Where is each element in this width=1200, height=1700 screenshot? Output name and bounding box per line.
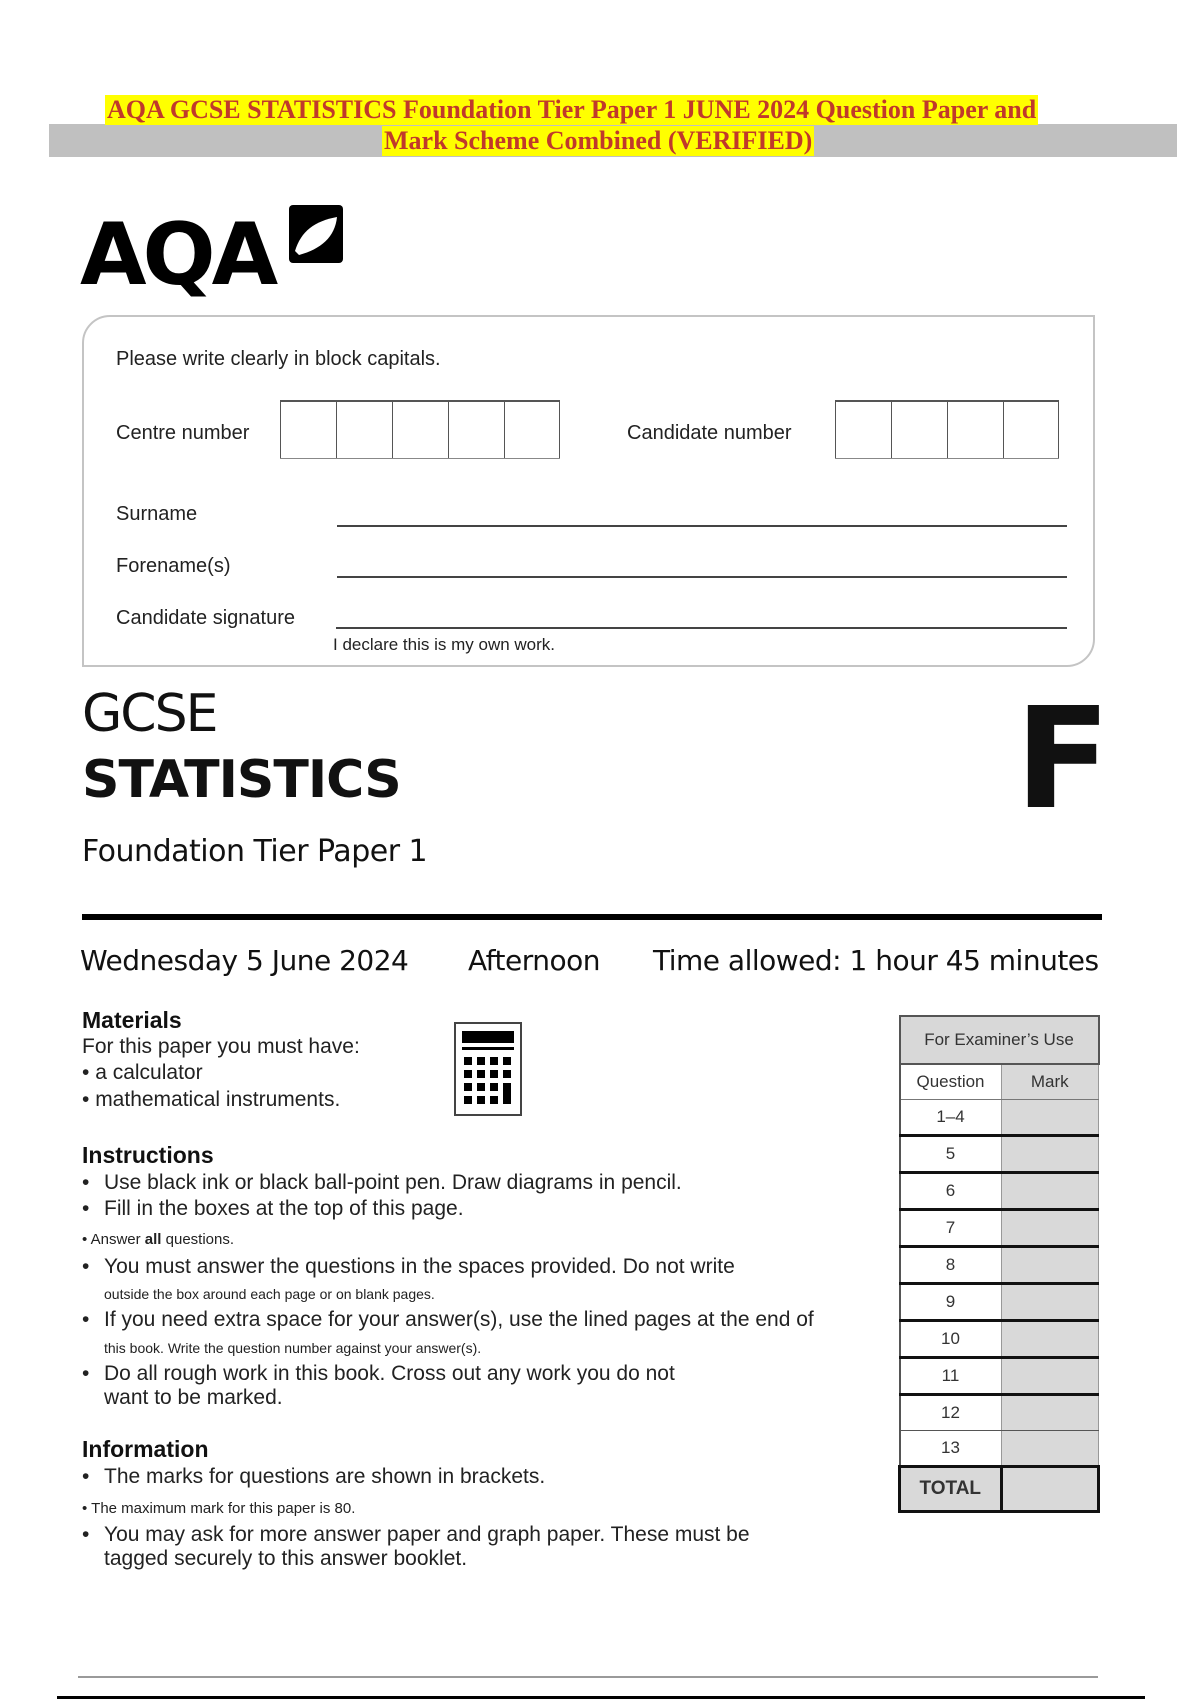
instruction-continuation: outside the box around each page or on blank pages.	[104, 1286, 435, 1302]
question-number: 11	[900, 1358, 1002, 1395]
declaration-text: I declare this is my own work.	[333, 635, 556, 654]
banner-title-line-1: AQA GCSE STATISTICS Foundation Tier Paper 1 JUNE 2024 Question Paper and	[107, 95, 1037, 124]
surname-label: Surname	[116, 503, 198, 525]
mark-column-header: Mark	[1001, 1064, 1099, 1100]
mark-cell[interactable]	[1001, 1321, 1099, 1358]
materials-intro: For this paper you must have:	[82, 1035, 360, 1058]
mark-cell[interactable]	[1001, 1284, 1099, 1321]
centre-number-digit-box[interactable]	[504, 402, 560, 458]
instruction-item: • Use black ink or black ball-point pen. Draw diagrams in pencil.	[82, 1171, 682, 1194]
signature-label: Candidate signature	[116, 607, 296, 629]
total-mark-cell[interactable]	[1001, 1467, 1099, 1512]
materials-item: • a calculator	[82, 1061, 203, 1084]
forenames-field[interactable]	[337, 576, 1067, 578]
mark-cell[interactable]	[1001, 1173, 1099, 1210]
mark-cell[interactable]	[1001, 1136, 1099, 1173]
mark-cell[interactable]	[1001, 1100, 1099, 1136]
paper-title: Foundation Tier Paper 1	[82, 834, 428, 869]
information-item: • The marks for questions are shown in brackets.	[82, 1465, 546, 1488]
aqa-leaf-icon	[289, 205, 343, 263]
tier-letter: F	[1015, 678, 1111, 841]
exam-date: Wednesday 5 June 2024	[80, 944, 409, 977]
question-number: 8	[900, 1247, 1002, 1284]
instructions-heading: Instructions	[82, 1142, 214, 1168]
examiners-use-table	[898, 1015, 1100, 1513]
examiners-use-title: For Examiner’s Use	[900, 1016, 1099, 1064]
question-number: 6	[900, 1173, 1002, 1210]
centre-number-digit-box[interactable]	[392, 402, 448, 458]
information-item: • The maximum mark for this paper is 80.	[82, 1500, 356, 1517]
instruction-item-continuation: want to be marked.	[104, 1386, 283, 1409]
time-allowed: Time allowed: 1 hour 45 minutes	[653, 944, 1099, 977]
question-column-header: Question	[900, 1064, 1002, 1100]
candidate-number-label: Candidate number	[627, 422, 792, 444]
instruction-item: • Answer all questions.	[82, 1231, 235, 1248]
title-divider	[82, 914, 1102, 920]
page-bottom-rule	[57, 1696, 1145, 1699]
materials-item: • mathematical instruments.	[82, 1088, 341, 1111]
candidate-number-digit-box[interactable]	[1003, 402, 1059, 458]
question-number: 13	[900, 1431, 1002, 1467]
candidate-number-digit-box[interactable]	[891, 402, 947, 458]
total-label: TOTAL	[900, 1467, 1002, 1512]
question-number: 7	[900, 1210, 1002, 1247]
candidate-number-digit-box[interactable]	[947, 402, 1003, 458]
exam-session: Afternoon	[468, 944, 600, 977]
materials-heading: Materials	[82, 1007, 182, 1033]
banner-title-line-2: Mark Scheme Combined (VERIFIED)	[384, 126, 813, 155]
question-number: 5	[900, 1136, 1002, 1173]
centre-number-digit-box[interactable]	[448, 402, 504, 458]
mark-cell[interactable]	[1001, 1431, 1099, 1467]
instruction-item: • If you need extra space for your answer(s), use the lined pages at the end of	[82, 1308, 814, 1331]
qualification-title: GCSE	[82, 684, 217, 744]
surname-field[interactable]	[337, 525, 1067, 527]
signature-field[interactable]	[336, 627, 1067, 629]
question-number: 9	[900, 1284, 1002, 1321]
candidate-number-field[interactable]	[835, 400, 1059, 459]
question-number: 1–4	[900, 1100, 1002, 1136]
question-number: 12	[900, 1395, 1002, 1431]
mark-cell[interactable]	[1001, 1395, 1099, 1431]
centre-number-label: Centre number	[116, 422, 250, 444]
instruction-item: • Do all rough work in this book. Cross out any work you do not	[82, 1362, 675, 1385]
instruction-item: • You must answer the questions in the spaces provided. Do not write	[82, 1255, 735, 1278]
instruction-continuation: this book. Write the question number against your answer(s).	[104, 1340, 482, 1356]
mark-cell[interactable]	[1001, 1358, 1099, 1395]
calculator-icon	[454, 1022, 522, 1116]
information-item-continuation: tagged securely to this answer booklet.	[104, 1547, 468, 1570]
forenames-label: Forename(s)	[116, 555, 231, 577]
information-heading: Information	[82, 1436, 209, 1462]
centre-number-digit-box[interactable]	[336, 402, 392, 458]
centre-number-digit-box[interactable]	[280, 402, 336, 458]
form-instruction: Please write clearly in block capitals.	[116, 348, 441, 370]
information-item: • You may ask for more answer paper and graph paper. These must be	[82, 1523, 750, 1546]
subject-title: STATISTICS	[82, 750, 401, 810]
question-number: 10	[900, 1321, 1002, 1358]
footer-divider	[78, 1676, 1098, 1678]
instruction-item: • Fill in the boxes at the top of this page.	[82, 1197, 464, 1220]
aqa-logo: AQA	[80, 205, 275, 305]
centre-number-field[interactable]	[280, 400, 560, 459]
mark-cell[interactable]	[1001, 1247, 1099, 1284]
mark-cell[interactable]	[1001, 1210, 1099, 1247]
candidate-number-digit-box[interactable]	[835, 402, 891, 458]
